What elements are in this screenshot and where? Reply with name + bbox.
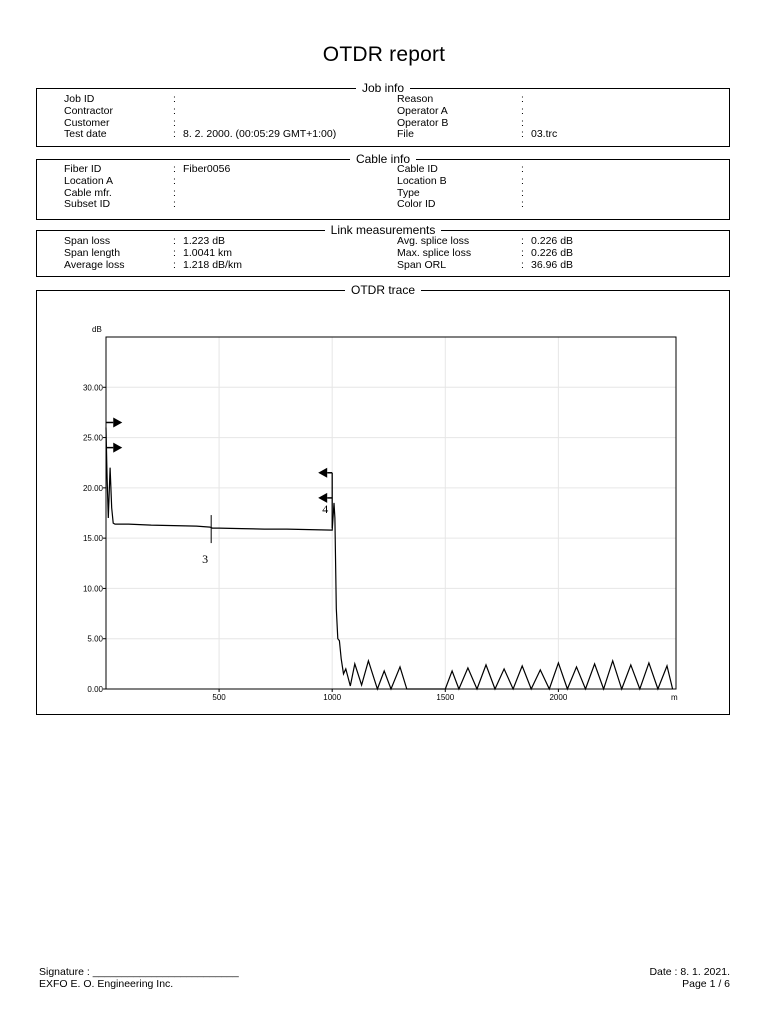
field-colon: :	[521, 198, 524, 211]
field-colon: :	[173, 104, 176, 117]
field-label: Operator B	[397, 116, 449, 129]
y-axis-label: dB	[92, 325, 102, 334]
field-colon: :	[173, 128, 176, 141]
field-label: Operator A	[397, 104, 448, 117]
field-label: Avg. splice loss	[397, 235, 470, 247]
field-label: Average loss	[64, 258, 125, 271]
y-tick-label: 5.00	[87, 634, 103, 644]
link-measurements-heading: Link measurements	[37, 223, 729, 237]
field-value: 1.218 dB/km	[183, 258, 242, 271]
field-value: 03.trc	[531, 128, 558, 141]
cursor-arrow-right-icon	[113, 417, 122, 427]
trace-line	[106, 428, 673, 690]
field-colon: :	[173, 186, 176, 199]
link-measurements-section	[36, 223, 730, 277]
field-label: Customer	[64, 116, 110, 129]
field-value: 8. 2. 2000. (00:05:29 GMT+1:00)	[183, 128, 337, 141]
otdr-trace-heading: OTDR trace	[37, 283, 729, 297]
field-label: Job ID	[64, 93, 95, 105]
field-label: File	[397, 128, 414, 141]
field-value: 1.0041 km	[183, 246, 233, 259]
x-tick-label: 500	[212, 693, 226, 702]
field-label: Type	[397, 186, 420, 199]
print-date: Date : 8. 1. 2021.	[649, 966, 730, 978]
x-tick-label: 2000	[549, 693, 568, 702]
y-tick-label: 0.00	[87, 685, 103, 694]
job-info-heading: Job info	[37, 81, 729, 95]
field-colon: :	[521, 246, 524, 259]
y-tick-label: 20.00	[82, 483, 103, 493]
field-value: 0.226 dB	[531, 235, 574, 247]
field-label: Fiber ID	[64, 163, 102, 175]
report-title: OTDR report	[322, 43, 446, 66]
x-axis-label: m	[671, 693, 678, 702]
field-colon: :	[173, 235, 176, 247]
field-colon: :	[521, 235, 524, 247]
field-label: Span length	[64, 246, 121, 259]
field-colon: :	[521, 258, 524, 271]
y-tick-label: 15.00	[82, 534, 103, 544]
page-number: Page 1 / 6	[682, 978, 730, 990]
y-tick-label: 10.00	[82, 584, 103, 594]
field-colon: :	[173, 93, 176, 105]
field-colon: :	[521, 163, 524, 175]
cable-info-section	[36, 152, 730, 220]
field-value: 36.96 dB	[531, 258, 574, 271]
field-colon: :	[521, 128, 524, 141]
field-label: Location A	[64, 174, 114, 187]
field-label: Location B	[397, 174, 447, 187]
field-label: Reason	[397, 93, 434, 105]
field-colon: :	[173, 116, 176, 129]
field-colon: :	[173, 258, 176, 271]
field-colon: :	[521, 186, 524, 199]
field-value: 0.226 dB	[531, 246, 574, 259]
field-label: Cable ID	[397, 163, 438, 175]
field-colon: :	[173, 163, 176, 175]
field-value: Fiber0056	[183, 163, 231, 175]
field-colon: :	[521, 93, 524, 105]
otdr-trace-chart	[37, 291, 729, 714]
field-label: Test date	[64, 128, 107, 141]
plot-frame	[106, 337, 676, 689]
x-tick-label: 1000	[323, 693, 342, 702]
field-colon: :	[521, 104, 524, 117]
y-tick-label: 30.00	[82, 383, 103, 393]
field-label: Cable mfr.	[64, 186, 112, 199]
field-colon: :	[173, 246, 176, 259]
event-marker-label: 4	[322, 501, 329, 516]
event-marker-label: 3	[202, 552, 209, 567]
x-tick-label: 1500	[436, 693, 455, 702]
job-info-section	[36, 81, 730, 147]
y-tick-label: 25.00	[82, 433, 103, 443]
cursor-arrow-right-icon	[113, 443, 122, 453]
field-colon: :	[173, 174, 176, 187]
otdr-trace-section	[36, 283, 730, 715]
field-label: Color ID	[397, 198, 436, 211]
signature-line: Signature : _________________________	[39, 966, 239, 978]
field-value: 1.223 dB	[183, 235, 226, 247]
field-label: Contractor	[64, 104, 114, 117]
field-label: Span ORL	[397, 258, 447, 271]
field-colon: :	[173, 198, 176, 211]
field-label: Span loss	[64, 235, 111, 247]
cursor-arrow-left-icon	[318, 468, 327, 478]
field-label: Subset ID	[64, 198, 111, 211]
cable-info-heading: Cable info	[37, 152, 729, 166]
field-colon: :	[521, 174, 524, 187]
company-name: EXFO E. O. Engineering Inc.	[39, 978, 174, 990]
field-colon: :	[521, 116, 524, 129]
field-label: Max. splice loss	[397, 246, 472, 259]
